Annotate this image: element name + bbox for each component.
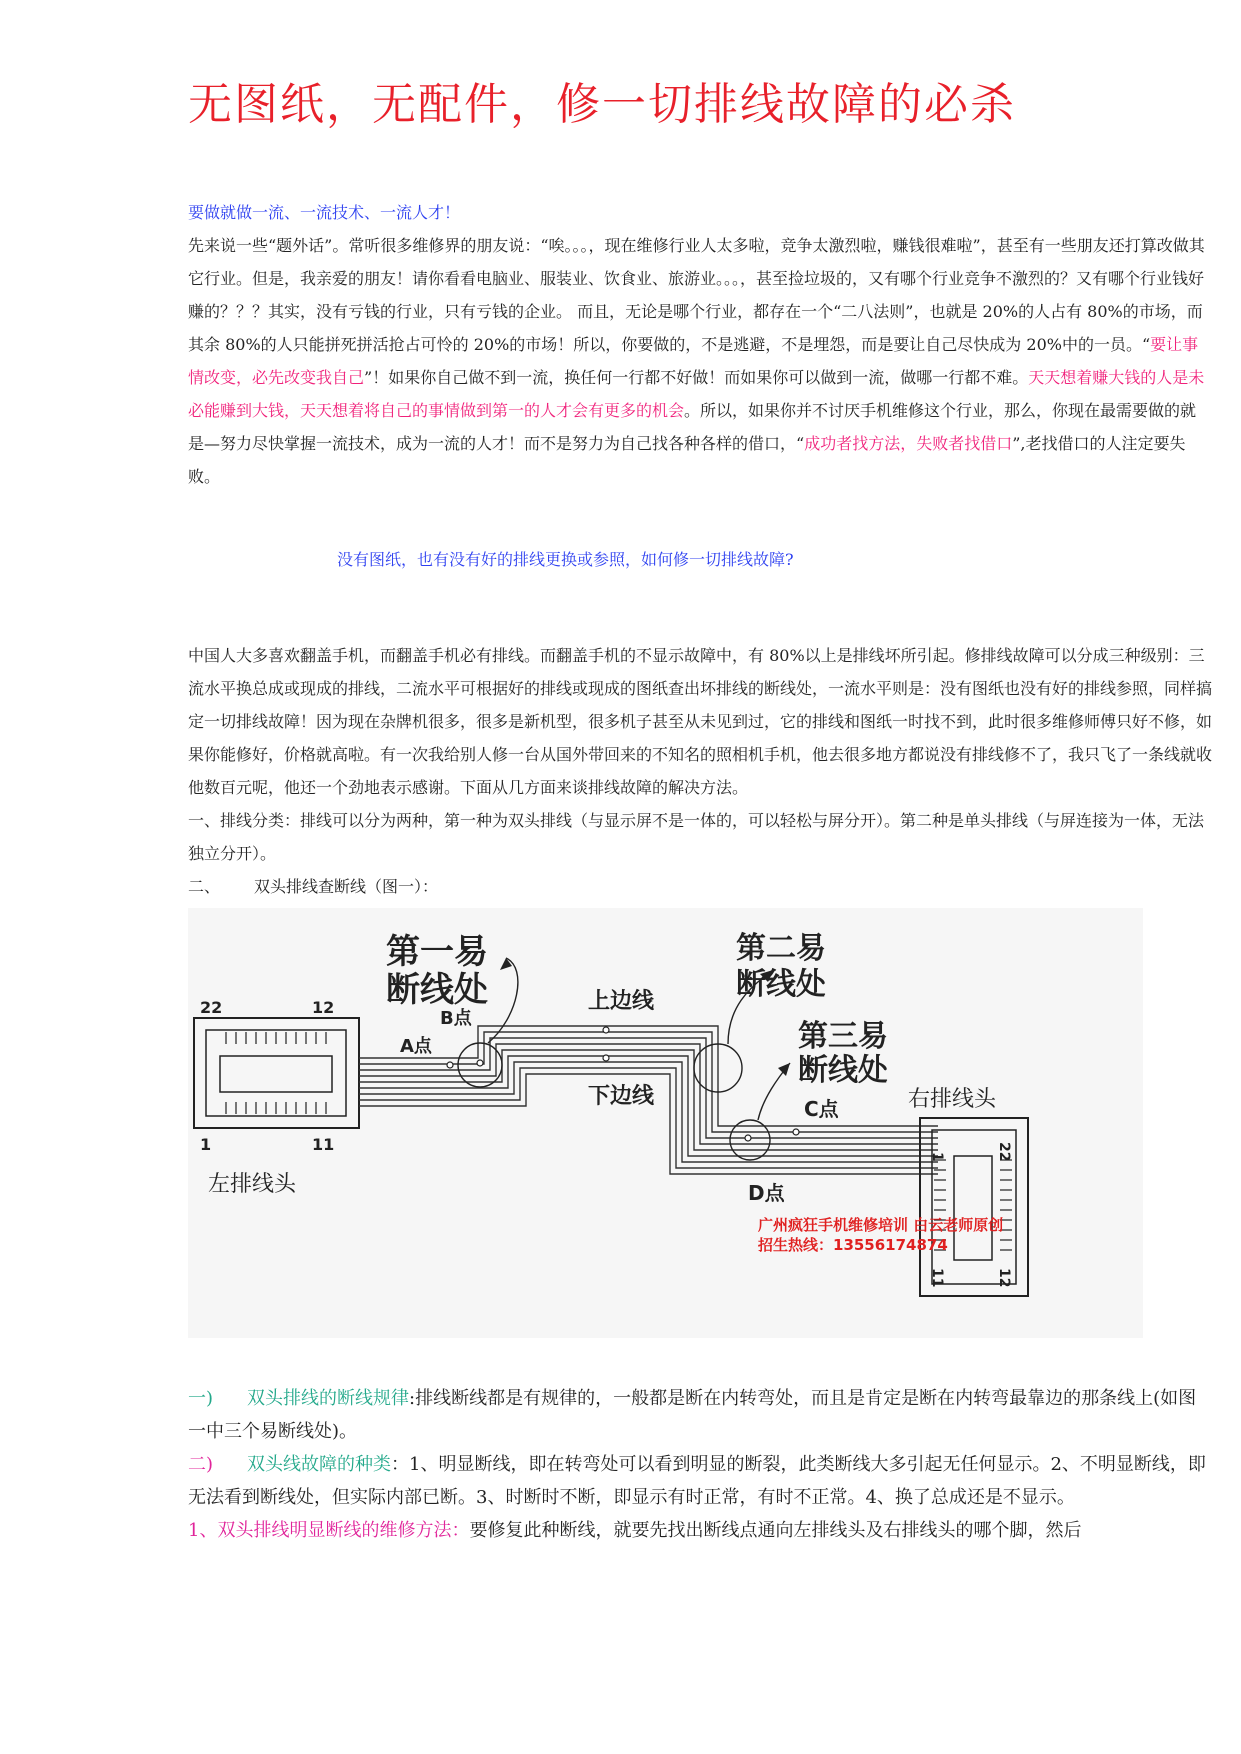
- right-head-label: 右排线头: [908, 1087, 997, 1112]
- section-fault-types: [188, 1448, 1213, 1514]
- intro-text-c: 。所以，如果你并不讨厌手机维修这个行业，那么，你现在最需要做的就是—努力尽快掌握一流技术，成为一流的人才！而不是努力为自己找各种各样的借口，“: [188, 401, 1197, 453]
- right-pin-11: 11: [929, 1268, 945, 1288]
- intro-highlight-2: 天天想着赚大钱的人是未必能赚到大钱，天天想着将自己的事情做到第一的人才会有更多的机会: [188, 368, 1205, 420]
- slogan: 要做就做一流、一流技术、一流人才！: [188, 203, 461, 222]
- left-pin-12: 12: [312, 998, 335, 1017]
- intro-text-a: 先来说一些“题外话”。常听很多维修界的朋友说：“唉。。。，现在维修行业人太多啦，竞争太激烈啦，赚钱很难啦”，甚至有一些朋友还打算改做其它行业。但是，我亲爱的朋友！请你看看电脑业、服装业、饮食业、旅游业。。。，甚至捡垃圾的，又有哪个行业竞争不激烈的？又有哪个行业钱好赚的？？？其实，没有亏钱的行业，只有亏钱的企业。 而且，无论是哪个行业，都存在一个“二八法则”，也就是 20%的人占有 80%的市场，而其余 80%的人只能拼死拼活抢占可怜的 20%的市场！所以，你要做的，不是逃避，不是埋怨，而是要让自己尽快成为 20%中的一员。“: [188, 236, 1205, 354]
- right-pin-1: 1: [929, 1152, 945, 1162]
- section-2-number: 二): [188, 1454, 214, 1475]
- break-2-label-line2: 断线处: [736, 967, 826, 1002]
- upper-line-label: 上边线: [588, 989, 655, 1014]
- paragraph-classification: 一、排线分类：排线可以分为两种，第一种为双头排线（与显示屏不是一体的，可以轻松与屏分开）。第二种是单头排线（与屏连接为一体，无法独立分开）。: [188, 811, 1205, 863]
- intro-paragraph: [188, 229, 1208, 493]
- section-break-rule: [188, 1382, 1213, 1448]
- body-section-2: [188, 639, 1213, 903]
- section-1-text: :排线断线都是有规律的，一般都是断在内转弯处，而且是肯定是断在内转弯最靠边的那条线上(如图一中三个易断线处)。: [188, 1388, 1197, 1442]
- watermark-line2: 招生热线：13556174874: [758, 1236, 948, 1254]
- right-pin-12: 12: [996, 1268, 1012, 1288]
- section-1-title: 双头排线的断线规律: [247, 1388, 410, 1409]
- paragraph-flip-phones: 中国人大多喜欢翻盖手机，而翻盖手机必有排线。而翻盖手机的不显示故障中，有 80%以上是排线坏所引起。修排线故障可以分成三种级别：三流水平换总成或现成的排线，二流水平可根据好的排线或现成的图纸查出坏排线的断线处，一流水平则是：没有图纸也没有好的排线参照，同样搞定一切排线故障！因为现在杂牌机很多，很多是新机型，很多机子甚至从未见到过，它的排线和图纸一时找不到，此时很多维修师傅只好不修，如果你能修好，价格就高啦。有一次我给别人修一台从国外带回来的不知名的照相机手机，他去很多地方都说没有排线修不了，我只飞了一条线就收他数百元呢，他还一个劲地表示感谢。下面从几方面来谈排线故障的解决方法。: [188, 646, 1213, 797]
- paragraph-heading-2: [188, 870, 1213, 903]
- point-b-label: B点: [440, 1008, 472, 1029]
- intro-text-d: ”,老找借口的人注定要失败。: [188, 434, 1186, 486]
- heading-2-text: 双头排线查断线（图一）：: [254, 877, 439, 896]
- break-2-label-line1: 第二易: [736, 931, 826, 966]
- intro-text-b: ”！如果你自己做不到一流，换任何一行都不好做！而如果你可以做到一流，做哪一行都不难。: [364, 368, 1029, 387]
- ribbon-cable-diagram: [188, 908, 1143, 1338]
- center-question: 没有图纸，也有没有好的排线更换或参照，如何修一切排线故障?: [337, 550, 794, 569]
- break-3-label-line1: 第三易: [798, 1019, 888, 1054]
- section-2-title: 双头线故障的种类: [247, 1454, 392, 1475]
- watermark-line1: 广州疯狂手机维修培训 白云老师原创: [758, 1216, 1004, 1234]
- intro-highlight-1: 要让事情改变，必先改变我自己: [188, 335, 1199, 387]
- body-section-3: [188, 1382, 1213, 1547]
- intro-section: [188, 196, 1208, 493]
- left-pin-11: 11: [312, 1135, 335, 1154]
- break-3-label-line2: 断线处: [798, 1053, 888, 1088]
- section-repair-method: [188, 1514, 1213, 1547]
- intro-highlight-3: 成功者找方法，失败者找借口: [804, 434, 1013, 453]
- section-2-text: ：1、明显断线，即在转弯处可以看到明显的断裂，此类断线大多引起无任何显示。2、不明显断线，即无法看到断线处，但实际内部已断。3、时断时不断，即显示有时正常，有时不正常。4、换了总成还是不显示。: [188, 1454, 1206, 1508]
- section-1-number: 一): [188, 1388, 214, 1409]
- page-title: 无图纸，无配件，修一切排线故障的必杀: [188, 79, 1016, 130]
- lower-line-label: 下边线: [588, 1084, 655, 1109]
- section-3-text: 要修复此种断线，就要先找出断线点通向左排线头及右排线头的哪个脚，然后: [469, 1520, 1082, 1541]
- break-1-label-line2: 断线处: [386, 970, 488, 1010]
- right-pin-22: 22: [996, 1142, 1012, 1162]
- left-pin-1: 1: [200, 1135, 212, 1154]
- diagram-figure-1: [188, 908, 1143, 1338]
- heading-2-number: 二、: [188, 877, 221, 896]
- left-head-label: 左排线头: [208, 1172, 297, 1197]
- break-1-label-line1: 第一易: [386, 932, 488, 972]
- section-3-title: 1、双头排线明显断线的维修方法：: [188, 1520, 470, 1541]
- point-c-label: C点: [804, 1097, 839, 1121]
- left-pin-22: 22: [200, 998, 223, 1017]
- point-a-label: A点: [400, 1036, 432, 1057]
- point-d-label: D点: [748, 1181, 785, 1205]
